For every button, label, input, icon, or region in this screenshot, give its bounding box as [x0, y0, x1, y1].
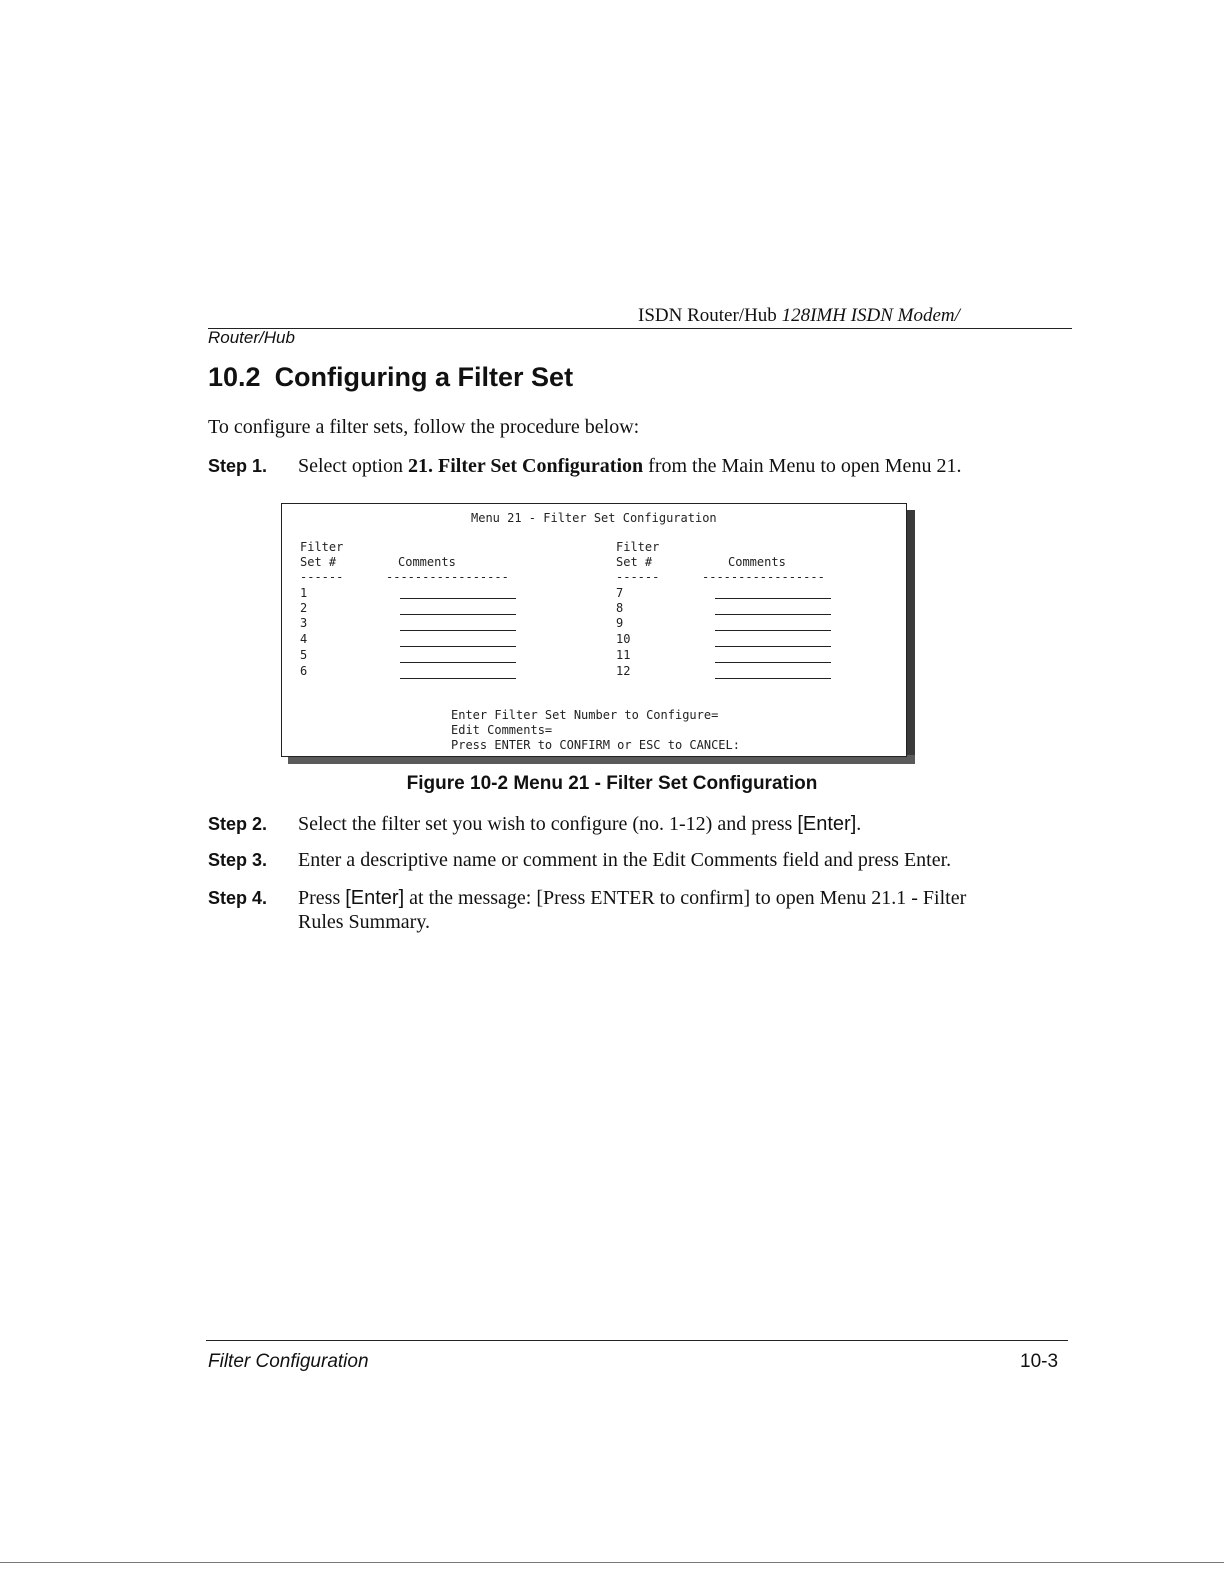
left-comment-dashes: ----------------- [386, 570, 509, 584]
step-1-text [298, 454, 1058, 478]
left-col-set-header: Set # [300, 555, 337, 569]
menu-21-screen [281, 503, 907, 757]
left-set-dashes: ------ [300, 570, 344, 584]
enter-key-label: [Enter] [345, 887, 405, 909]
scan-edge-line [0, 1562, 1224, 1563]
step-4-post-line1: at the message: [Press ENTER to confirm] to open Menu 21.1 - Filter [404, 887, 967, 909]
step-3-label: Step 3. [208, 850, 268, 870]
footer-chapter-title: Filter Configuration [208, 1351, 369, 1372]
filter-set-number: 6 [300, 664, 308, 678]
prompt-confirm: Press ENTER to CONFIRM or ESC to CANCEL: [451, 738, 740, 752]
filter-set-number: 7 [616, 586, 624, 600]
header-text: ISDN Router/Hub [638, 305, 777, 326]
step-2-post: . [856, 813, 862, 835]
footer-page-number: 10-3 [1020, 1351, 1059, 1372]
comment-field-8[interactable] [715, 614, 831, 615]
step-1-bold-option: 21. Filter Set Configuration [407, 455, 644, 477]
footer-rule [206, 1340, 1068, 1341]
step-4-text [298, 886, 1058, 934]
running-header-left: Router/Hub [208, 328, 295, 347]
filter-set-number: 5 [300, 648, 308, 662]
step-2-text [298, 812, 1058, 836]
intro-paragraph: To configure a filter sets, follow the procedure below: [208, 416, 640, 438]
left-col-comments-header: Comments [398, 555, 456, 569]
comment-field-3[interactable] [400, 630, 516, 631]
right-set-dashes: ------ [616, 570, 660, 584]
filter-set-number: 8 [616, 601, 624, 615]
step-2-pre: Select the filter set you wish to configure (no. 1-12) and press [298, 813, 798, 835]
comment-field-10[interactable] [715, 646, 831, 647]
running-header-right [638, 305, 960, 327]
prompt-filter-set-number[interactable]: Enter Filter Set Number to Configure= [451, 708, 719, 722]
step-1-label: Step 1. [208, 456, 268, 476]
right-comment-dashes: ----------------- [702, 570, 825, 584]
step-4-post-line2: Rules Summary. [298, 911, 431, 933]
comment-field-6[interactable] [400, 678, 516, 679]
filter-set-number: 3 [300, 616, 308, 630]
comment-field-1[interactable] [400, 598, 516, 599]
step-4-pre: Press [298, 887, 346, 909]
comment-field-4[interactable] [400, 646, 516, 647]
section-title-text: Configuring a Filter Set [274, 362, 574, 392]
filter-set-number: 9 [616, 616, 624, 630]
header-rule [208, 328, 1072, 329]
comment-field-2[interactable] [400, 614, 516, 615]
filter-set-number: 1 [300, 586, 308, 600]
filter-set-number: 4 [300, 632, 308, 646]
step-1-pre: Select option [298, 455, 408, 477]
comment-field-7[interactable] [715, 598, 831, 599]
left-col-filter-header: Filter [300, 540, 344, 554]
section-title [208, 362, 573, 393]
right-col-set-header: Set # [616, 555, 653, 569]
step-3-text: Enter a descriptive name or comment in the Edit Comments field and press Enter. [298, 849, 952, 871]
prompt-edit-comments[interactable]: Edit Comments= [451, 723, 553, 737]
comment-field-11[interactable] [715, 662, 831, 663]
screen-title: Menu 21 - Filter Set Configuration [471, 511, 717, 525]
comment-field-12[interactable] [715, 678, 831, 679]
right-col-filter-header: Filter [616, 540, 660, 554]
enter-key-label: [Enter] [797, 813, 857, 835]
comment-field-5[interactable] [400, 662, 516, 663]
step-4-label: Step 4. [208, 888, 268, 908]
comment-field-9[interactable] [715, 630, 831, 631]
figure-caption: Figure 10-2 Menu 21 - Filter Set Configuration [406, 773, 818, 794]
filter-set-number: 11 [616, 648, 631, 662]
step-2-label: Step 2. [208, 814, 268, 834]
filter-set-number: 2 [300, 601, 308, 615]
header-italic-text: 128IMH ISDN Modem/ [781, 305, 960, 326]
right-col-comments-header: Comments [728, 555, 786, 569]
filter-set-number: 12 [616, 664, 631, 678]
filter-set-number: 10 [616, 632, 631, 646]
step-1-post: from the Main Menu to open Menu 21. [643, 455, 962, 477]
section-number: 10.2 [208, 362, 261, 392]
